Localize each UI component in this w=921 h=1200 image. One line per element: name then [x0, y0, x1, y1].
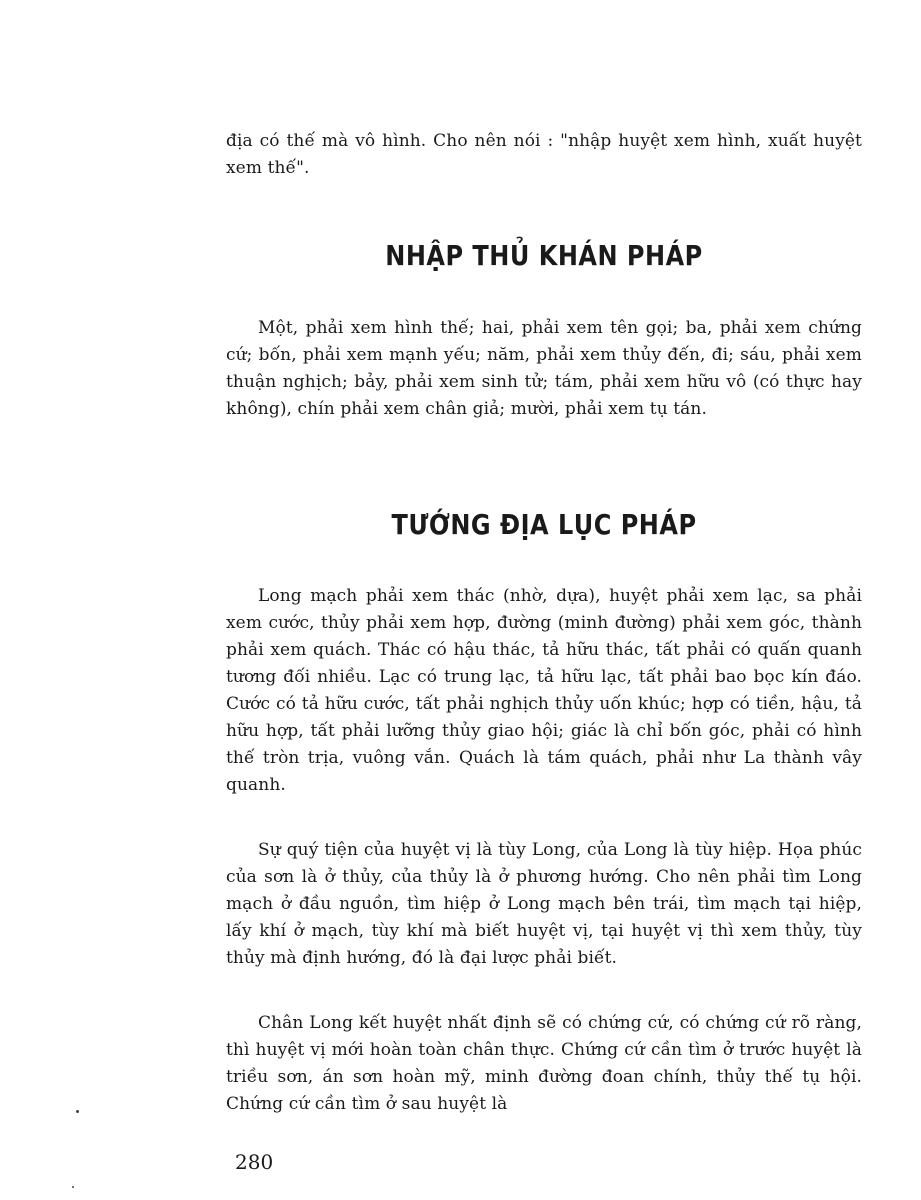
- section2-paragraph-3: Chân Long kết huyệt nhất định sẽ có chứng cứ, có chứng cứ rõ ràng, thì huyệt vị mới hoàn toàn chân thực. Chứng cứ cần tìm ở trước huyệt là triều sơn, án sơn hoàn mỹ, minh đường đoan chính, thủy thế tụ hội. Chứng cứ cần tìm ở sau huyệt là: [226, 1013, 862, 1114]
- section1-paragraph: Một, phải xem hình thế; hai, phải xem tên gọi; ba, phải xem chứng cứ; bốn, phải xem mạnh yếu; năm, phải xem thủy đến, đi; sáu, phải xem thuận nghịch; bảy, phải xem sinh tử; tám, phải xem hữu vô (có thực hay không), chín phải xem chân giả; mười, phải xem tụ tán.: [226, 318, 862, 419]
- scan-speck: [72, 1186, 74, 1188]
- section2-paragraph-2: Sự quý tiện của huyệt vị là tùy Long, của Long là tùy hiệp. Họa phúc của sơn là ở thủy, của thủy là ở phương hướng. Cho nên phải tìm Long mạch ở đầu nguồn, tìm hiệp ở Long mạch bên trái, tìm mạch tại hiệp, lấy khí ở mạch, tùy khí mà biết huyệt vị, tại huyệt vị thì xem thủy, tùy thủy mà định hướng, đó là đại lược phải biết.: [226, 840, 862, 968]
- page-number: 280: [235, 1150, 274, 1174]
- section-heading-nhap-thu-khan-phap: NHẬP THỦ KHÁN PHÁP: [385, 239, 703, 273]
- scan-speck: [76, 1110, 79, 1113]
- section2-paragraph-1: Long mạch phải xem thác (nhờ, dựa), huyệt phải xem lạc, sa phải xem cước, thủy phải xem hợp, đường (minh đường) phải xem góc, thành phải xem quách. Thác có hậu thác, tả hữu thác, tất phải có quấn quanh tương đối nhiều. Lạc có trung lạc, tả hữu lạc, tất phải bao bọc kín đáo. Cước có tả hữu cước, tất phải nghịch thủy uốn khúc; hợp có tiền, hậu, tả hữu hợp, tất phải lưỡng thủy giao hội; giác là chỉ bốn góc, phải có hình thế tròn trịa, vuông vắn. Quách là tám quách, phải như La thành vây quanh.: [226, 586, 862, 795]
- section-heading-tuong-dia-luc-phap: TƯỚNG ĐỊA LỤC PHÁP: [391, 508, 697, 542]
- intro-paragraph: địa có thế mà vô hình. Cho nên nói : "nhập huyệt xem hình, xuất huyệt xem thế".: [226, 131, 862, 178]
